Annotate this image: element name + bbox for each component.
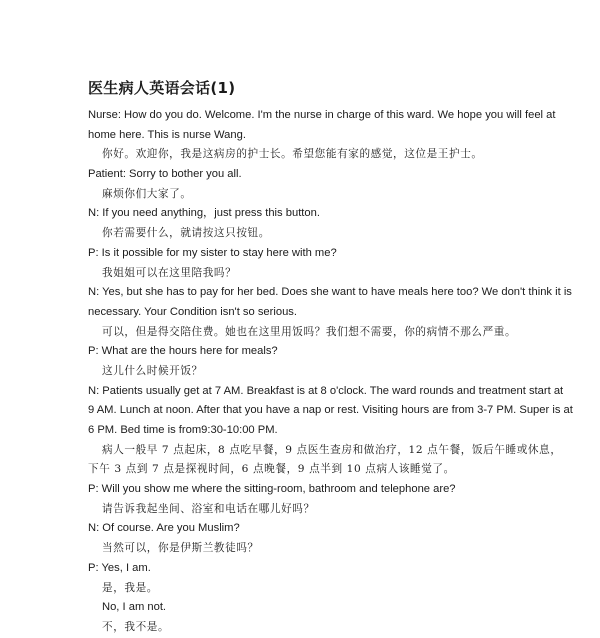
english-dialogue-line: home here. This is nurse Wang. bbox=[88, 128, 246, 141]
english-dialogue-line: P: Yes, I am. bbox=[88, 561, 151, 574]
chinese-translation-line: 麻烦你们大家了。 bbox=[102, 187, 192, 200]
chinese-translation-line: 不，我不是。 bbox=[102, 620, 170, 633]
dialogue-body bbox=[88, 106, 588, 638]
english-dialogue-line: 6 PM. Bed time is from9:30-10:00 PM. bbox=[88, 424, 278, 436]
english-dialogue-line: Nurse: How do you do. Welcome. I'm the nurse in charge of this ward. We hope you will feel at bbox=[88, 109, 556, 121]
english-dialogue-line: P: Will you show me where the sitting-room, bathroom and telephone are? bbox=[88, 483, 456, 496]
chinese-translation-line: 病人一般早 7 点起床，8 点吃早餐，9 点医生查房和做治疗，12 点午餐，饭后午睡或休息， bbox=[102, 443, 562, 456]
english-dialogue-line: N: Of course. Are you Muslim? bbox=[88, 522, 240, 535]
document-title: 医生病人英语会话(1) bbox=[88, 79, 236, 97]
chinese-translation-line: 当然可以，你是伊斯兰教徒吗？ bbox=[102, 542, 259, 555]
english-dialogue-line: 9 AM. Lunch at noon. After that you have a nap or rest. Visiting hours are from 3-7 PM. Super is at bbox=[88, 404, 573, 417]
chinese-translation-line: 我姐姐可以在这里陪我吗？ bbox=[102, 266, 237, 279]
english-dialogue-line: N: Yes, but she has to pay for her bed. Does she want to have meals here too? We don't think it is bbox=[88, 286, 572, 299]
english-dialogue-line: N: Patients usually get at 7 AM. Breakfast is at 8 o'clock. The ward rounds and treatment start at bbox=[88, 384, 564, 397]
english-dialogue-line: No, I am not. bbox=[102, 601, 167, 614]
chinese-translation-line: 可以，但是得交陪住费。她也在这里用饭吗？我们想不需要，你的病情不那么严重。 bbox=[102, 325, 517, 338]
english-dialogue-line: N: If you need anything，just press this button. bbox=[88, 207, 320, 220]
english-dialogue-line: necessary. Your Condition isn't so serious. bbox=[88, 305, 298, 318]
chinese-translation-line: 下午 3 点到 7 点是探视时间，6 点晚餐，9 点半到 10 点病人该睡觉了。 bbox=[88, 463, 455, 476]
chinese-translation-line: 这儿什么时候开饭？ bbox=[102, 364, 203, 377]
chinese-translation-line: 你好。欢迎你，我是这病房的护士长。希望您能有家的感觉，这位是王护士。 bbox=[102, 148, 483, 161]
chinese-translation-line: 是，我是。 bbox=[102, 581, 158, 594]
chinese-translation-line: 请告诉我起坐间、浴室和电话在哪儿好吗？ bbox=[102, 502, 315, 515]
english-dialogue-line: P: Is it possible for my sister to stay here with me? bbox=[88, 246, 337, 259]
english-dialogue-line: Patient: Sorry to bother you all. bbox=[88, 168, 242, 181]
english-dialogue-line: P: What are the hours here for meals? bbox=[88, 345, 278, 358]
chinese-translation-line: 你若需要什么，就请按这只按钮。 bbox=[102, 227, 270, 240]
